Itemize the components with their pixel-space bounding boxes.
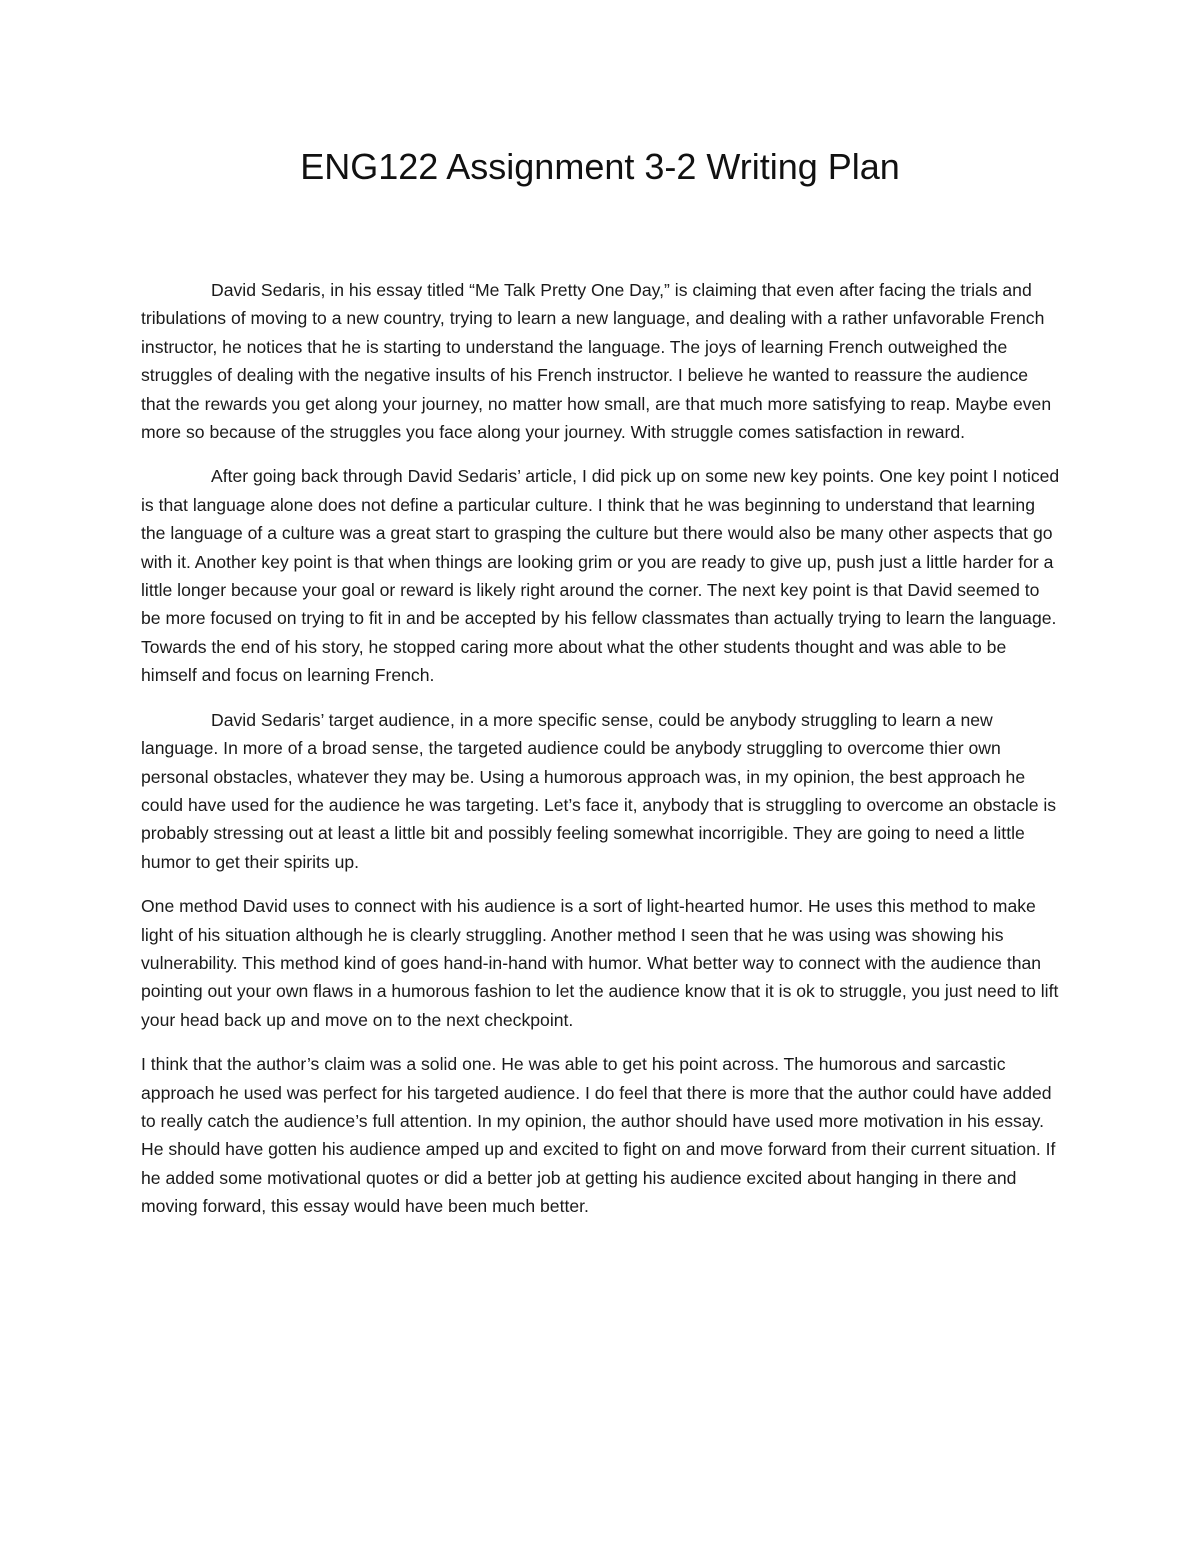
document-body — [141, 276, 1061, 1237]
paragraph-evaluation: I think that the author’s claim was a solid one. He was able to get his point across. The humorous and sarcastic approach he used was perfect for his targeted audience. I do feel that there is more that the author could have added to really catch the audience’s full attention. In my opinion, the author should have used more motivation in his essay. He should have gotten his audience amped up and excited to fight on and move forward from their current situation. If he added some motivational quotes or did a better job at getting his audience excited about hanging in there and moving forward, this essay would have been much better. — [141, 1054, 1056, 1217]
paragraph-claim: David Sedaris, in his essay titled “Me Talk Pretty One Day,” is claiming that even after facing the trials and tribulations of moving to a new country, trying to learn a new language, and dealing with a rather unfavorable French instructor, he notices that he is starting to understand the language. The joys of learning French outweighed the struggles of dealing with the negative insults of his French instructor. I believe he wanted to reassure the audience that the rewards you get along your journey, no matter how small, are that much more satisfying to reap. Maybe even more so because of the struggles you face along your journey. With struggle comes satisfaction in reward. — [141, 280, 1052, 443]
paragraph-key-points: After going back through David Sedaris’ article, I did pick up on some new key points. One key point I noticed is that language alone does not define a particular culture. I think that he was beginning to understand that learning the language of a culture was a great start to grasping the culture but there would also be many other aspects that go with it. Another key point is that when things are looking grim or you are ready to give up, push just a little harder for a little longer because your goal or reward is likely right around the corner. The next key point is that David seemed to be more focused on trying to fit in and be accepted by his fellow classmates than actually trying to learn the language. Towards the end of his story, he stopped caring more about what the other students thought and was able to be himself and focus on learning French. — [141, 466, 1060, 686]
paragraph-methods: One method David uses to connect with his audience is a sort of light-hearted humor. He uses this method to make light of his situation although he is clearly struggling. Another method I seen that he was using was showing his vulnerability. This method kind of goes hand-in-hand with humor. What better way to connect with the audience than pointing out your own flaws in a humorous fashion to let the audience know that it is ok to struggle, you just need to lift your head back up and move on to the next checkpoint. — [141, 896, 1059, 1030]
paragraph-target-audience: David Sedaris’ target audience, in a more specific sense, could be anybody struggling to learn a new language. In more of a broad sense, the targeted audience could be anybody struggling to overcome thier own personal obstacles, whatever they may be. Using a humorous approach was, in my opinion, the best approach he could have used for the audience he was targeting. Let’s face it, anybody that is struggling to overcome an obstacle is probably stressing out at least a little bit and possibly feeling somewhat incorrigible. They are going to need a little humor to get their spirits up. — [141, 709, 1057, 872]
document-title: ENG122 Assignment 3-2 Writing Plan — [300, 146, 900, 187]
